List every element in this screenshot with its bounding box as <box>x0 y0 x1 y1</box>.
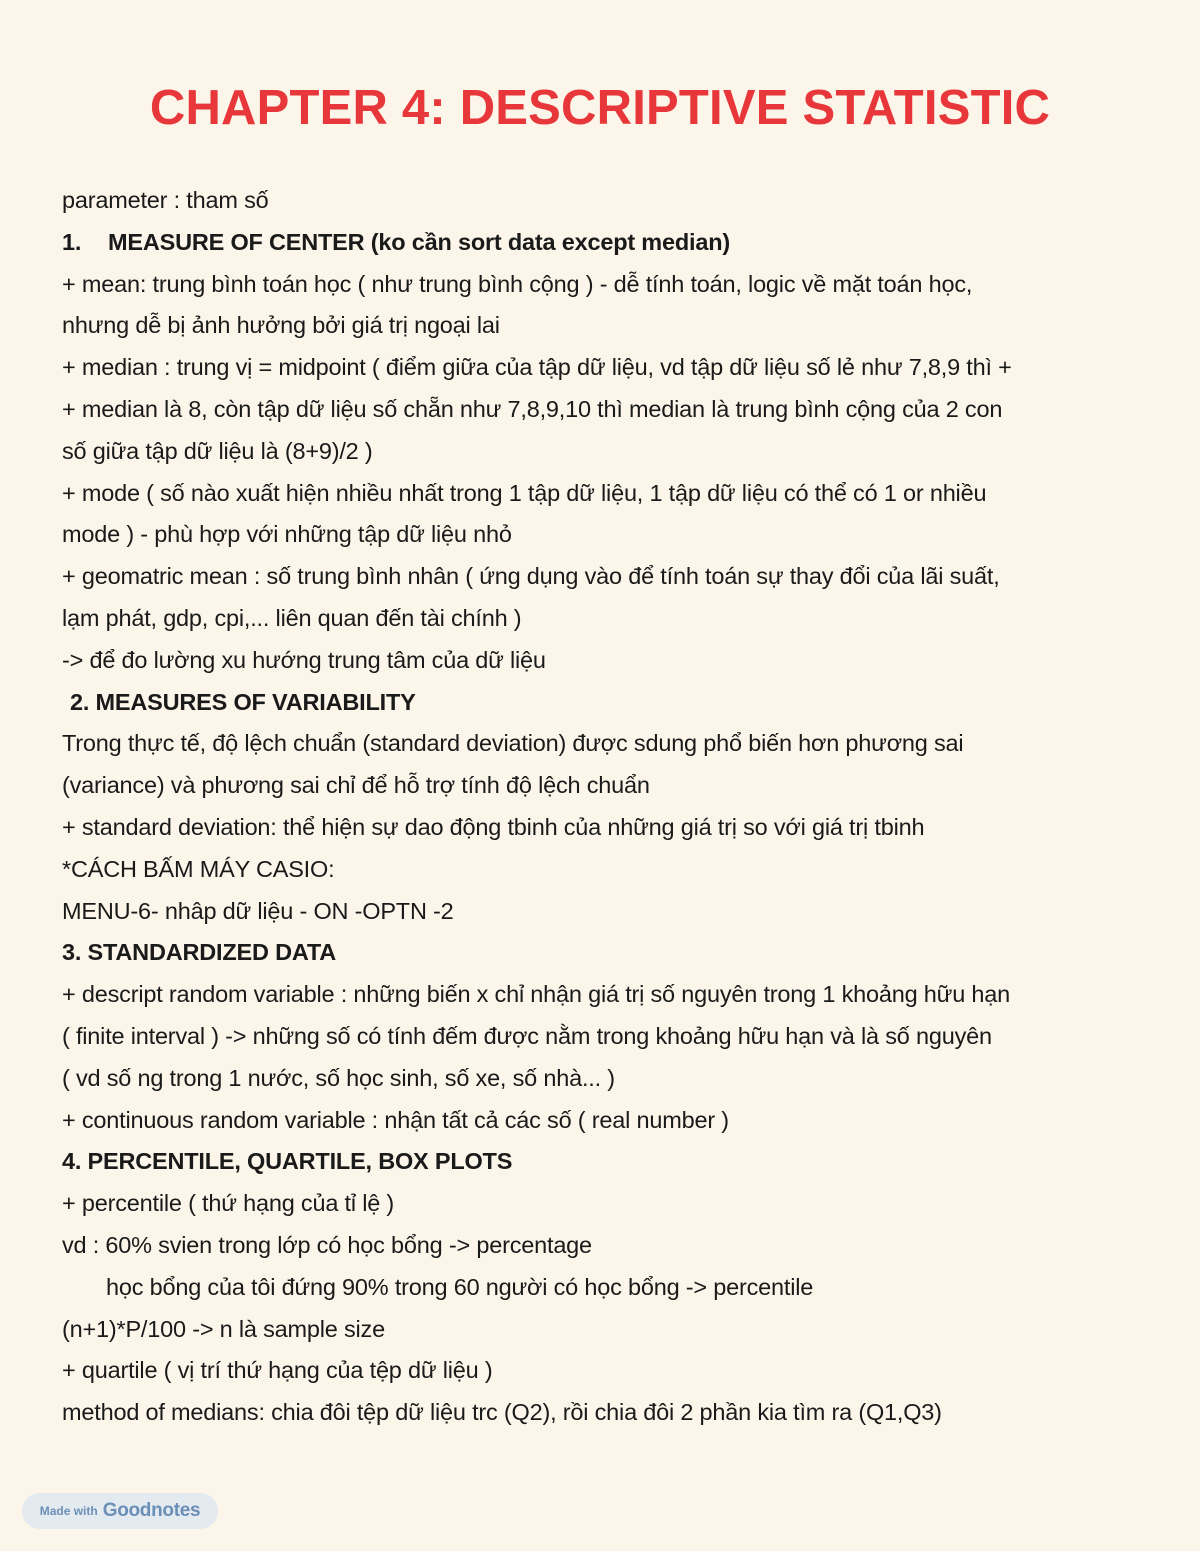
badge-prefix: Made with <box>39 1504 98 1518</box>
note-line: + quartile ( vị trí thứ hạng của tệp dữ liệu ) <box>62 1357 493 1384</box>
note-line: Trong thực tế, độ lệch chuẩn (standard deviation) được sdung phổ biến hơn phương sai <box>62 730 964 757</box>
note-line: MENU-6- nhâp dữ liệu - ON -OPTN -2 <box>62 897 454 924</box>
note-line: + continuous random variable : nhận tất cả các số ( real number ) <box>62 1106 729 1133</box>
note-line: method of medians: chia đôi tệp dữ liệu trc (Q2), rồi chia đôi 2 phần kia tìm ra (Q1,Q3) <box>62 1399 942 1426</box>
note-line: vd : 60% svien trong lớp có học bổng -> percentage <box>62 1231 592 1258</box>
note-line: + median : trung vị = midpoint ( điểm giữa của tập dữ liệu, vd tập dữ liệu số lẻ như 7,8,9 thì + <box>62 354 1012 381</box>
section-heading-text: MEASURE OF CENTER (ko cần sort data except median) <box>108 228 731 255</box>
note-line: + percentile ( thứ hạng của tỉ lệ ) <box>62 1190 395 1217</box>
made-with-goodnotes-badge[interactable] <box>22 1493 218 1529</box>
section-heading-2: 2. MEASURES OF VARIABILITY <box>70 688 416 715</box>
section-heading-3: 3. STANDARDIZED DATA <box>62 939 337 966</box>
note-line: + median là 8, còn tập dữ liệu số chẵn như 7,8,9,10 thì median là trung bình cộng của 2 con <box>62 395 1003 422</box>
section-number: 1. <box>62 228 82 255</box>
note-line: lạm phát, gdp, cpi,... liên quan đến tài chính ) <box>62 604 522 631</box>
note-line: số giữa tập dữ liệu là (8+9)/2 ) <box>62 437 373 464</box>
badge-brand: Goodnotes <box>102 1500 201 1521</box>
note-line: nhưng dễ bị ảnh hưởng bởi giá trị ngoại lai <box>62 312 500 339</box>
note-line: + mean: trung bình toán học ( như trung bình cộng ) - dễ tính toán, logic về mặt toán học, <box>62 270 973 297</box>
note-line: (variance) và phương sai chỉ để hỗ trợ tính độ lệch chuẩn <box>62 772 650 799</box>
notes-body <box>62 180 1152 1434</box>
note-line: *CÁCH BẤM MÁY CASIO: <box>62 855 335 882</box>
section-heading-1 <box>62 222 1152 264</box>
note-line: + geomatric mean : số trung bình nhân ( ứng dụng vào để tính toán sự thay đổi của lãi suất, <box>62 563 1000 590</box>
note-line: ( finite interval ) -> những số có tính đếm được nằm trong khoảng hữu hạn và là số nguyên <box>62 1022 992 1049</box>
section-heading-4: 4. PERCENTILE, QUARTILE, BOX PLOTS <box>62 1148 513 1175</box>
chapter-title: CHAPTER 4: DESCRIPTIVE STATISTIC <box>149 81 1051 135</box>
note-line: học bổng của tôi đứng 90% trong 60 người có học bổng -> percentile <box>106 1273 814 1300</box>
note-line: parameter : tham số <box>62 187 269 213</box>
note-line: -> để đo lường xu hướng trung tâm của dữ liệu <box>62 646 546 673</box>
note-line: (n+1)*P/100 -> n là sample size <box>62 1315 385 1342</box>
note-line: mode ) - phù hợp với những tập dữ liệu nhỏ <box>62 521 512 548</box>
note-line: + mode ( số nào xuất hiện nhiều nhất trong 1 tập dữ liệu, 1 tập dữ liệu có thể có 1 or nhiều <box>62 479 987 506</box>
note-line: + descript random variable : những biến x chỉ nhận giá trị số nguyên trong 1 khoảng hữu hạn <box>62 981 1011 1008</box>
note-line: ( vd số ng trong 1 nước, số học sinh, số xe, số nhà... ) <box>62 1064 615 1091</box>
note-line: + standard deviation: thể hiện sự dao động tbinh của những giá trị so với giá trị tbinh <box>62 813 925 840</box>
